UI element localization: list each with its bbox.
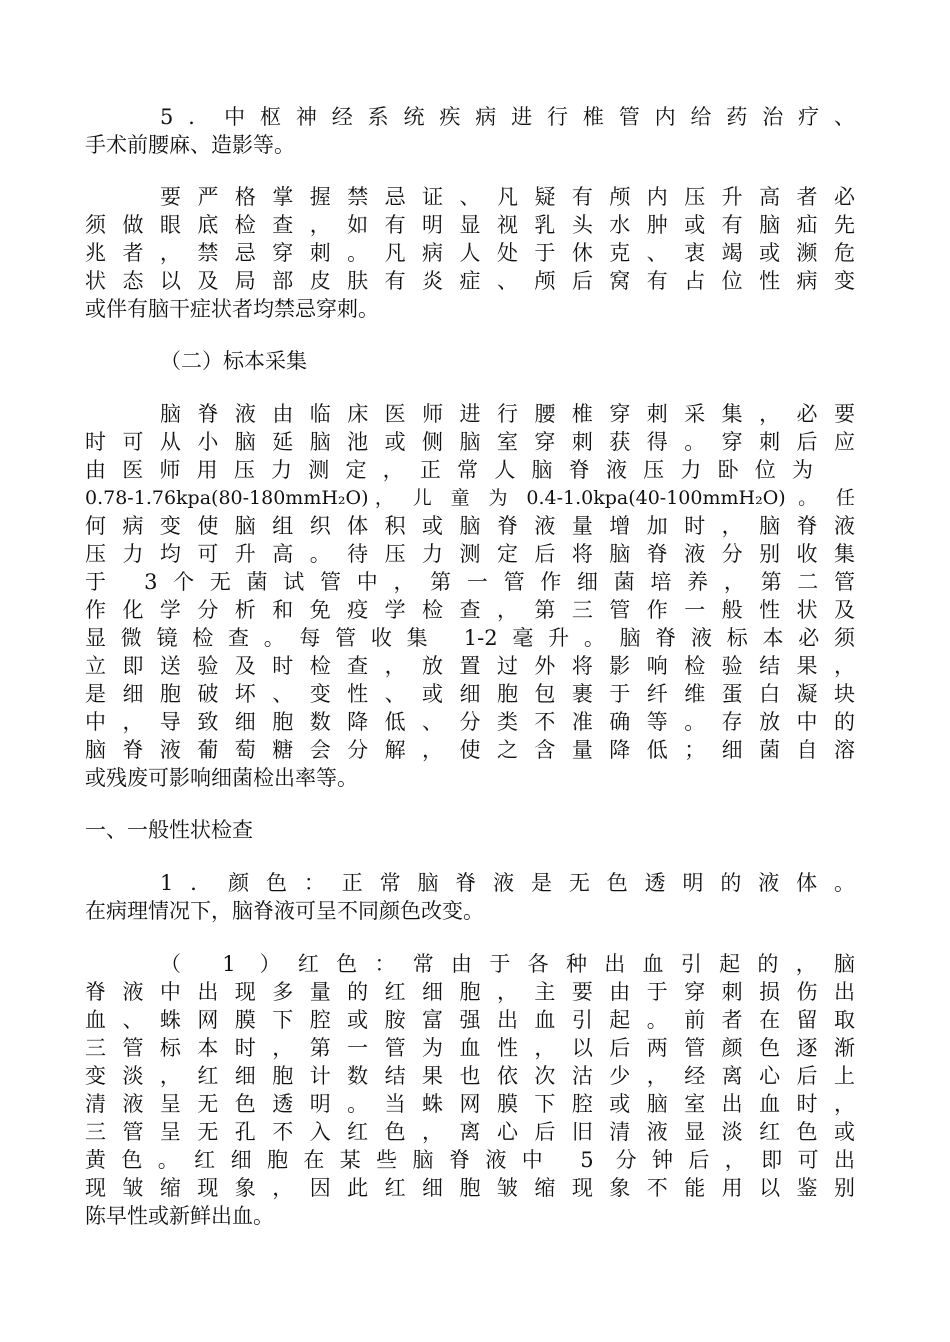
- text-line: 作化学分析和免疫学检查，第三管作一般性状及: [85, 598, 855, 622]
- text-line: 状态以及局部皮肤有炎症、颅后窝有占位性病变: [85, 269, 855, 293]
- text-line: 兆者，禁忌穿刺。凡病人处于休克、衷竭或濒危: [85, 241, 855, 265]
- text-line: 中，导致细胞数降低、分类不准确等。存放中的: [85, 710, 855, 734]
- text-line: 显微镜检查。每管收集 1-2毫升。脑脊液标本必须: [85, 626, 855, 650]
- text-line: 何病变使脑组织体积或脑脊液量增加时，脑脊液: [85, 514, 855, 538]
- section-heading: （二）标本采集: [160, 349, 307, 373]
- text-line: 三管标本时，第一管为血性，以后两管颜色逐渐: [85, 1036, 855, 1060]
- text-line: 手术前腰麻、造影等。: [85, 133, 295, 157]
- text-line: 5．中枢神经系统疾病进行椎管内给药治疗、: [160, 105, 855, 129]
- text-line: 须做眼底检查，如有明显视乳头水肿或有脑疝先: [85, 213, 855, 237]
- text-line: 血、蛛网膜下腔或胺富强出血引起。前者在留取: [85, 1008, 855, 1032]
- text-line: 在病理情况下，脑脊液可呈不同颜色改变。: [85, 899, 484, 923]
- text-line: 三管呈无孔不入红色，离心后旧清液显淡红色或: [85, 1120, 855, 1144]
- text-line: 由医师用压力测定，正常人脑脊液压力卧位为: [85, 458, 813, 482]
- text-line: 现皱缩现象，因此红细胞皱缩现象不能用以鉴别: [85, 1176, 855, 1200]
- text-line: 于 3个无菌试管中，第一管作细菌培养，第二管: [85, 570, 855, 594]
- text-line: 脑脊液葡萄糖会分解，使之含量降低；细菌自溶: [85, 738, 855, 762]
- text-line: （ 1 ）红色：常由于各种出血引起的，脑: [160, 952, 855, 976]
- text-line: 或伴有脑干症状者均禁忌穿刺。: [85, 297, 379, 321]
- text-line: 清液呈无色透明。当蛛网膜下腔或脑室出血时，: [85, 1092, 855, 1116]
- text-line: 脑脊液由临床医师进行腰椎穿刺采集，必要: [160, 402, 855, 426]
- text-line: 1．颜色：正常脑脊液是无色透明的液体。: [160, 871, 855, 895]
- text-line: 要严格掌握禁忌证、凡疑有颅内压升高者必: [160, 185, 855, 209]
- text-line: 是细胞破坏、变性、或细胞包裹于纤维蛋白凝块: [85, 682, 855, 706]
- text-line: 压力均可升高。待压力测定后将脑脊液分别收集: [85, 542, 855, 566]
- text-line: 变淡，红细胞计数结果也依次沽少，经离心后上: [85, 1064, 855, 1088]
- section-heading: 一、一般性状检查: [85, 818, 253, 842]
- text-line: 黄色。红细胞在某些脑脊液中 5 分钟后，即可出: [85, 1148, 855, 1172]
- text-line: 陈早性或新鲜出血。: [85, 1204, 274, 1228]
- text-line: 0.78-1.76kpa(80-180mmH₂O)， 儿 童 为 0.4-1.0kpa(40-100mmH₂O) 。 任: [85, 487, 855, 509]
- text-line: 或残废可影响细菌检出率等。: [85, 766, 358, 790]
- text-line: 脊液中出现多量的红细胞，主要由于穿刺损伤出: [85, 980, 855, 1004]
- text-line: 立即送验及时检查，放置过外将影响检验结果，: [85, 654, 855, 678]
- text-line: 时可从小脑延脑池或侧脑室穿刺获得。穿刺后应: [85, 430, 855, 454]
